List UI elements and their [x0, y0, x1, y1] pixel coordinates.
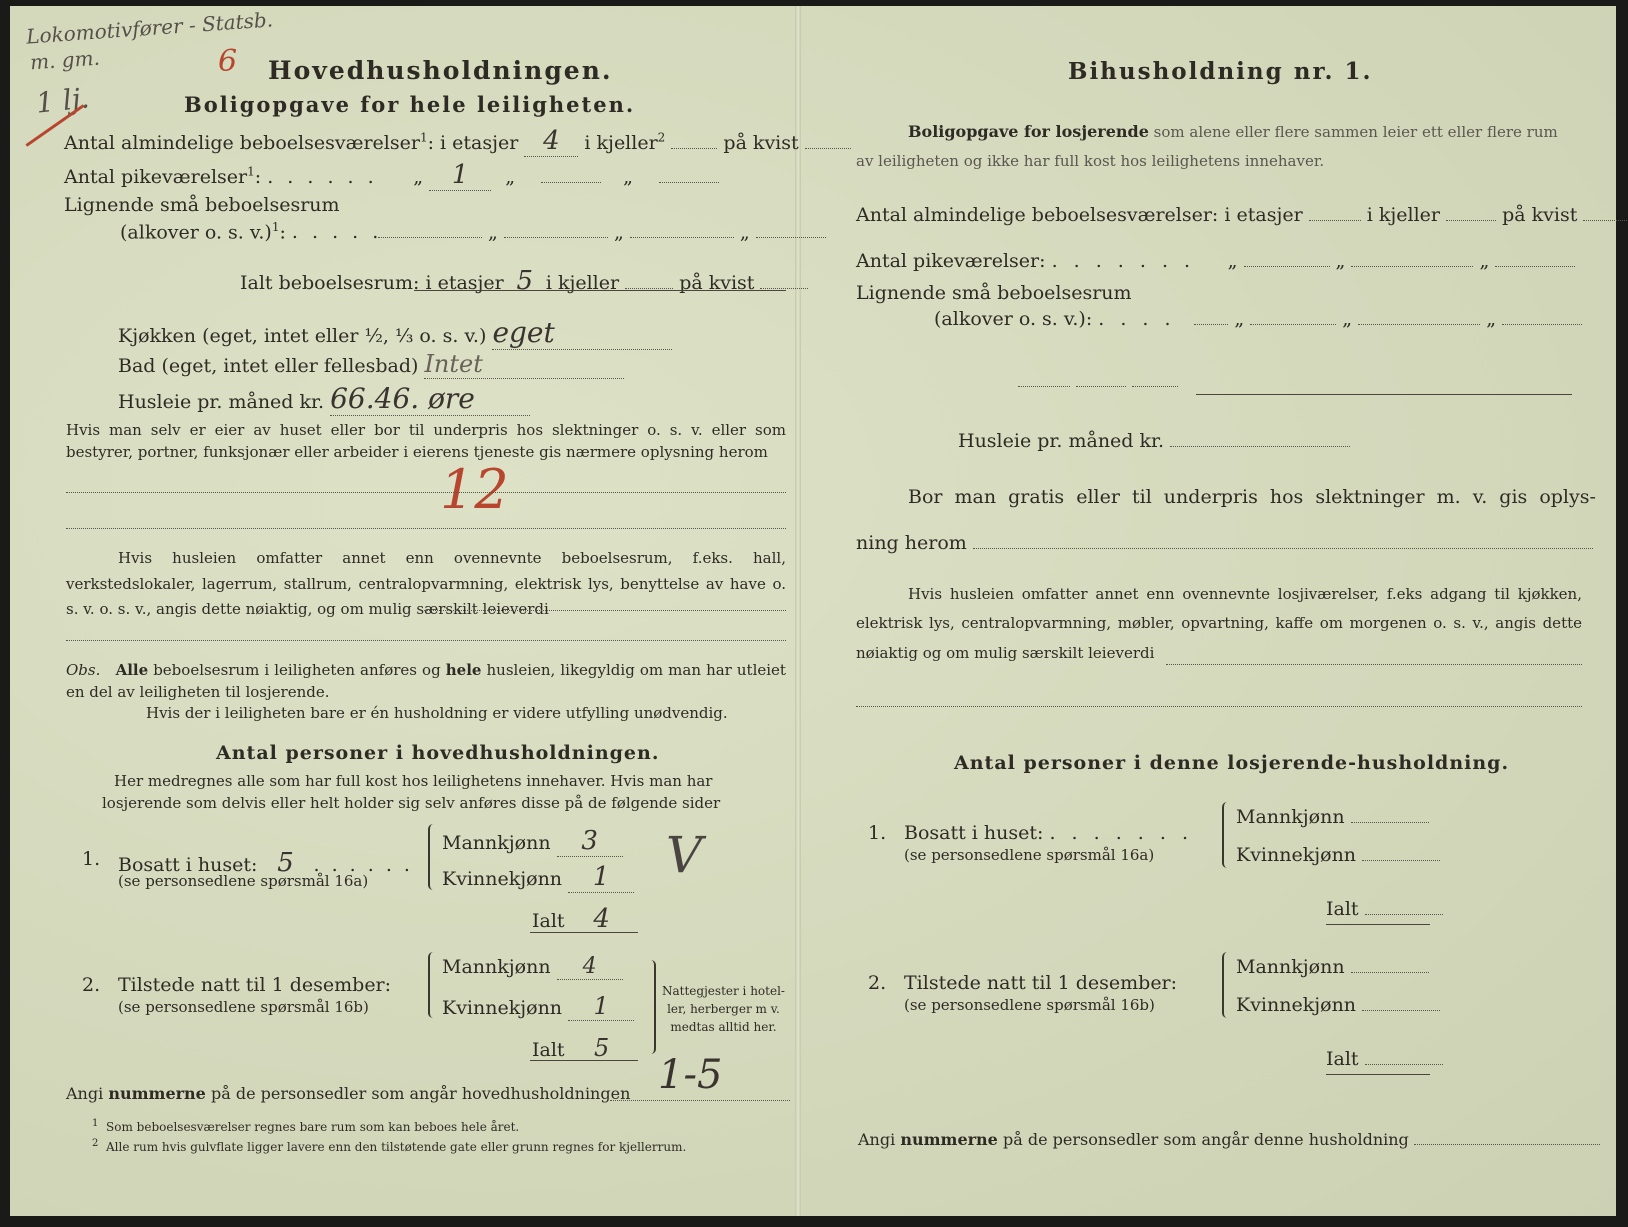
- margin-note-lj: 1 lj.: [34, 81, 91, 120]
- q1-sub: (se personsedlene spørsmål 16a): [118, 872, 369, 890]
- angi-line: Angi nummerne på de personsedler som angår hovedhusholdningen: [66, 1084, 631, 1103]
- q2-kvinne-value: 1: [568, 992, 634, 1021]
- q2-ialt: Ialt 5: [532, 1034, 633, 1062]
- right-q1-line: Bosatt i huset: . . . . . . .: [904, 822, 1193, 844]
- red-number-12: 12: [440, 458, 509, 521]
- rooms-etasjer-label: i etasjer: [440, 132, 519, 154]
- right-persons-title: Antal personer i denne losjerende-husholdning.: [954, 752, 1510, 774]
- margin-note-occupation: Lokomotivfører - Statsb.: [25, 7, 274, 49]
- q2-mann: Mannkjønn 4: [442, 954, 623, 980]
- page-fold: [795, 6, 801, 1216]
- q1-ialt-value: 4: [593, 904, 610, 934]
- obs-note: Obs. Alle beboelsesrum i leiligheten anføres og hele husleien, likegyldig om man har utleiet en del av leiligheten til losjerende.: [66, 661, 786, 701]
- angi-value: 1-5: [658, 1052, 723, 1098]
- right-lignende-1: Lignende små beboelsesrum: [856, 282, 1132, 304]
- ialt-etasjer-value: 5: [516, 266, 534, 296]
- right-q2-sub: (se personsedlene spørsmål 16b): [904, 996, 1155, 1014]
- q1-line: Bosatt i huset: 5 . . . . . .: [118, 848, 413, 878]
- ialt-beboelsesrum-line: Ialt beboelsesrum: i etasjer 5 i kjeller på kvist: [240, 266, 808, 296]
- q2-label: Tilstede natt til 1 desember:: [118, 974, 392, 996]
- q1-kvinne: Kvinnekjønn 1: [442, 862, 634, 893]
- persons-text-2: losjerende som delvis eller helt holder sig selv anføres disse på de følgende sider: [102, 794, 721, 812]
- right-intro-1: Boligopgave for losjerende som alene eller flere sammen leier ett eller flere rum: [908, 122, 1558, 141]
- persons-title: Antal personer i hovedhusholdningen.: [216, 742, 660, 764]
- right-q1-number: 1.: [868, 822, 887, 844]
- persons-text-1: Her medregnes alle som har full kost hos leilighetens innehaver. Hvis man har: [114, 772, 713, 790]
- right-omfatter: Hvis husleien omfatter annet enn ovennevnte losjiværelser, f.eks adgang til kjøkken, elektrisk lys, centralopvarmning, møbler, opvartning, kaffe om morgenen o. s. v., angis dette nøiaktig og om mulig særskilt leieverdi: [856, 585, 1582, 662]
- right-q1-mann: Mannkjønn: [1236, 806, 1429, 828]
- omfatter-instruction: Hvis husleien omfatter annet enn ovennevnte beboelsesrum, f.eks. hall, verkstedslokaler, lagerrum, stallrum, centralopvarmning, elektrisk lys, benyttelse av have o. s. v. o. s. v., angis dette nøiaktig, og om mulig særskilt leieverdi: [66, 549, 786, 618]
- rooms-line: Antal almindelige beboelsesværelser$^1$: i etasjer 4 i kjeller$^2$ på kvist: [64, 126, 851, 157]
- margin-note-gm: m. gm.: [29, 45, 101, 75]
- rooms-etasjer-value: 4: [524, 126, 578, 157]
- q1-kvinne-value: 1: [568, 862, 634, 893]
- right-ialt-line: [1018, 370, 1178, 392]
- q2-sub: (se personsedlene spørsmål 16b): [118, 998, 369, 1016]
- kjokken-value: eget: [492, 316, 672, 350]
- q1-mann: Mannkjønn 3: [442, 826, 623, 857]
- pike-value: 1: [429, 160, 491, 191]
- footnote-1: $^1$ Som beboelsesværelser regnes bare rum som kan beboes hele året.: [92, 1118, 520, 1134]
- husleie-line: Husleie pr. måned kr. 66.46. øre: [118, 382, 530, 416]
- right-q1-ialt: Ialt: [1326, 898, 1443, 920]
- left-subtitle: Boligopgave for hele leiligheten.: [184, 92, 636, 117]
- right-q2-mann: Mannkjønn: [1236, 956, 1429, 978]
- right-intro-2: av leiligheten og ikke har full kost hos leilighetens innehaver.: [856, 152, 1325, 170]
- q1-value: 5: [277, 848, 294, 878]
- right-rooms-line: Antal almindelige beboelsesværelser: i etasjer i kjeller på kvist: [856, 204, 1628, 226]
- right-q2-ialt: Ialt: [1326, 1048, 1443, 1070]
- right-q1-kvinne: Kvinnekjønn: [1236, 844, 1440, 866]
- q1-number: 1.: [82, 848, 101, 870]
- q2-mann-value: 4: [557, 954, 623, 980]
- check-mark: V: [666, 826, 703, 884]
- lignende-line: (alkover o. s. v.)$^1$: . . . . . „ „ „: [120, 220, 826, 243]
- margin-note-red-number: 6: [218, 44, 238, 79]
- rooms-label: Antal almindelige beboelsesværelser: [64, 132, 420, 154]
- right-pike-line: Antal pikeværelser: . . . . . . . „ „ „: [856, 250, 1575, 272]
- right-gratis-2: ning herom: [856, 532, 1593, 554]
- right-q2-kvinne: Kvinnekjønn: [1236, 994, 1440, 1016]
- q2-number: 2.: [82, 974, 101, 996]
- right-q1-sub: (se personsedlene spørsmål 16a): [904, 846, 1155, 864]
- right-q2-number: 2.: [868, 972, 887, 994]
- left-title: Hovedhusholdningen.: [268, 56, 613, 85]
- q2-ialt-value: 5: [593, 1034, 610, 1062]
- right-title: Bihusholdning nr. 1.: [1068, 58, 1373, 85]
- kjokken-line: Kjøkken (eget, intet eller ½, ⅓ o. s. v.) eget: [118, 316, 672, 350]
- eier-instruction: Hvis man selv er eier av huset eller bor til underpris hos slektninger o. s. v. eller som bestyrer, portner, funksjonær eller arbeider i eierens tjeneste gis nærmere oplysning herom: [66, 421, 786, 461]
- pike-line: Antal pikeværelser$^1$: . . . . . . „ 1 „ „: [64, 160, 719, 191]
- q1-ialt: Ialt 4: [532, 904, 633, 934]
- right-q2-label: Tilstede natt til 1 desember:: [904, 972, 1178, 994]
- lignende-label-1: Lignende små beboelsesrum: [64, 194, 340, 216]
- right-lignende-line: (alkover o. s. v.): . . . . „ „ „: [934, 308, 1582, 330]
- nattegjester-note: Nattegjester i hotel- ler, herberger m v. medtas alltid her.: [662, 984, 785, 1034]
- footnote-2: $^2$ Alle rum hvis gulvflate ligger lavere enn den tilstøtende gate eller grunn regnes for kjellerrum.: [92, 1138, 687, 1154]
- right-husleie-line: Husleie pr. måned kr.: [958, 430, 1350, 452]
- rooms-kvist-label: på kvist: [723, 132, 799, 154]
- q2-kvinne: Kvinnekjønn 1: [442, 992, 634, 1021]
- rooms-kjeller-label: i kjeller: [584, 132, 658, 154]
- bad-line: Bad (eget, intet eller fellesbad) Intet: [118, 350, 624, 379]
- obs-note-2: Hvis der i leiligheten bare er én husholdning er videre utfylling unødvendig.: [146, 704, 728, 722]
- right-angi-line: Angi nummerne på de personsedler som angår denne husholdning: [858, 1130, 1600, 1149]
- husleie-value: 66.46. øre: [330, 382, 530, 416]
- q1-mann-value: 3: [557, 826, 623, 857]
- right-gratis-1: Bor man gratis eller til underpris hos slektninger m. v. gis oplys-: [908, 486, 1596, 508]
- bad-value: Intet: [424, 350, 624, 379]
